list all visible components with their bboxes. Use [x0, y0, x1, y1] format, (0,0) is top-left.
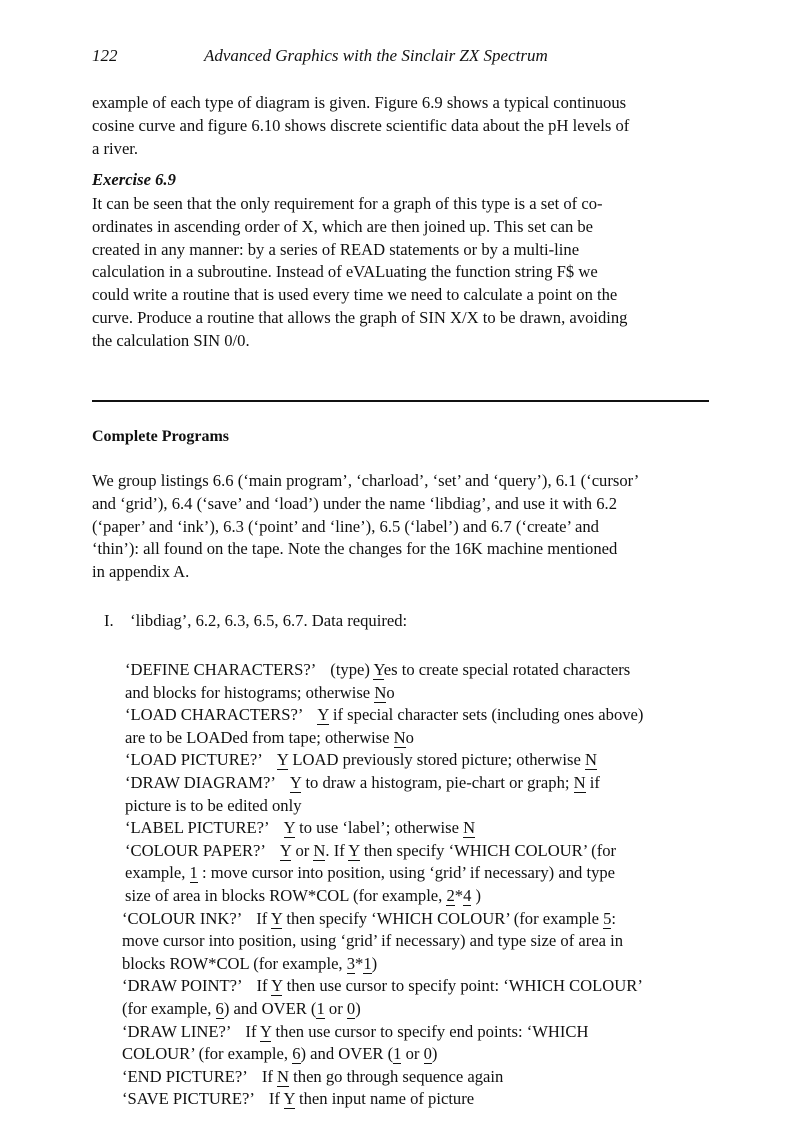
section-paragraph [92, 470, 712, 584]
list-line [122, 1088, 725, 1111]
section-title: Complete Programs [92, 428, 229, 445]
text-run: ) and OVER ( [223, 998, 317, 1018]
text-run: or [291, 840, 314, 860]
text-run: picture is to be edited only [125, 795, 302, 815]
underlined-key: 1 [316, 998, 325, 1018]
running-title: Advanced Graphics with the Sinclair ZX Spectrum [204, 46, 548, 65]
underlined-key: 0 [346, 998, 356, 1018]
text-line: calculation in a subroutine. Instead of eVALuating the function string F$ we [92, 262, 598, 282]
list-line [122, 930, 725, 953]
exercise-title: Exercise 6.9 [92, 170, 176, 189]
list-line [122, 908, 725, 931]
section-divider [92, 400, 709, 402]
text-run: ) [371, 953, 378, 973]
text-run: if special character sets (including ones above) [328, 705, 644, 725]
text-run: if [585, 772, 600, 792]
text-run: ‘LOAD CHARACTERS?’ [125, 705, 304, 725]
text-run: blocks ROW*COL (for example, [122, 953, 347, 973]
text-run: ) [471, 885, 482, 905]
text-run: (for example, [122, 998, 216, 1018]
list-heading [104, 611, 407, 631]
underlined-key: Y [317, 705, 329, 725]
list-line [122, 1021, 725, 1044]
intro-paragraph [92, 92, 712, 160]
text-run: size of area in blocks ROW*COL (for example, [125, 885, 447, 905]
text-run: LOAD previously stored picture; otherwise [288, 750, 585, 770]
text-run: If [245, 1021, 261, 1041]
list-line [122, 998, 725, 1021]
text-run: (type) [330, 660, 374, 679]
text-line: curve. Produce a routine that allows the graph of SIN X/X to be drawn, avoiding [92, 307, 628, 327]
text-run: If [261, 1066, 278, 1086]
text-run: ) [355, 998, 361, 1018]
underlined-key: Y [289, 772, 302, 792]
text-run: ‘SAVE PICTURE?’ [122, 1089, 255, 1109]
underlined-key: 1 [393, 1044, 402, 1064]
text-line: the calculation SIN 0/0. [92, 330, 250, 350]
text-run: ‘DRAW DIAGRAM?’ [125, 772, 276, 792]
text-run: If [256, 908, 271, 928]
underlined-key: Y [271, 976, 283, 996]
list-line [125, 659, 725, 682]
text-run: move cursor into position, using ‘grid’ if necessary) and type size of area in [122, 931, 624, 951]
list-line [122, 1066, 725, 1089]
underlined-key: 1 [363, 953, 372, 973]
underlined-key: 5 [603, 908, 612, 928]
text-run: ‘END PICTURE?’ [122, 1066, 248, 1086]
text-run: ) and OVER ( [300, 1044, 394, 1064]
text-run: then go through sequence again [289, 1066, 504, 1086]
text-run: ‘LOAD PICTURE?’ [125, 750, 263, 770]
text-run: example, [125, 863, 190, 883]
list-line [125, 840, 725, 863]
page-number: 122 [92, 46, 118, 65]
underlined-key: 3 [346, 953, 356, 973]
text-run: : move cursor into position, using ‘grid’ if necessary) and type [197, 863, 616, 883]
text-run: ‘DRAW LINE?’ [122, 1021, 232, 1041]
text-run: then specify ‘WHICH COLOUR’ (for example [282, 908, 604, 928]
text-line: a river. [92, 138, 139, 158]
text-run: * [355, 953, 364, 973]
underlined-key: 4 [463, 885, 472, 905]
underlined-key: Y [279, 840, 292, 860]
text-run: o [386, 682, 395, 702]
text-run: : [611, 908, 617, 928]
underlined-key: N [584, 750, 597, 770]
text-line: created in any manner: by a series of READ statements or by a multi-line [92, 239, 580, 259]
data-required-list [122, 659, 725, 1111]
text-run: and blocks for histograms; otherwise [125, 682, 375, 702]
underlined-key: N [277, 1066, 290, 1086]
text-run: then specify ‘WHICH COLOUR’ (for [359, 840, 617, 860]
text-line: cosine curve and figure 6.10 shows discrete scientific data about the pH levels of [92, 115, 630, 135]
underlined-key: 6 [292, 1044, 301, 1064]
text-run: ‘DRAW POINT?’ [122, 976, 243, 996]
text-line: could write a routine that is used every time we need to calculate a point on the [92, 285, 618, 305]
list-line [125, 749, 725, 772]
text-run: or [401, 1044, 424, 1064]
underlined-key: N [463, 818, 476, 838]
text-run: * [454, 885, 464, 905]
underlined-key: 2 [446, 885, 455, 905]
underlined-key: 1 [189, 863, 198, 883]
list-line [125, 704, 725, 727]
underlined-key: N [313, 840, 326, 860]
text-line: We group listings 6.6 (‘main program’, ‘charload’, ‘set’ and ‘query’), 6.1 (‘cursor’ [92, 471, 640, 490]
text-run: then use cursor to specify point: ‘WHICH COLOUR’ [282, 976, 643, 996]
text-line: It can be seen that the only requirement for a graph of this type is a set of co- [92, 194, 603, 213]
exercise-paragraph [92, 193, 712, 353]
text-run: then input name of picture [294, 1089, 475, 1109]
underlined-key: N [374, 682, 387, 702]
text-run: If [256, 976, 272, 996]
text-run: If [268, 1089, 284, 1109]
list-heading-text: ‘libdiag’, 6.2, 6.3, 6.5, 6.7. Data required: [130, 611, 408, 630]
underlined-key: Y [276, 750, 289, 770]
list-line [125, 885, 725, 908]
list-line [125, 682, 725, 705]
list-line [122, 1043, 725, 1066]
text-run: or [324, 998, 347, 1018]
text-run: ‘DEFINE CHARACTERS?’ [125, 660, 317, 679]
underlined-key: Y [348, 840, 360, 860]
text-line: ordinates in ascending order of X, which are then joined up. This set can be [92, 216, 594, 236]
list-line [122, 975, 725, 998]
underlined-key: Y [283, 1089, 295, 1109]
text-run: o [405, 727, 414, 747]
underlined-key: Y [270, 908, 283, 928]
text-line: example of each type of diagram is given. Figure 6.9 shows a typical continuous [92, 93, 627, 112]
text-line: in appendix A. [92, 562, 190, 582]
text-run: ‘LABEL PICTURE?’ [125, 818, 270, 838]
list-line [122, 953, 725, 976]
text-run: then use cursor to specify end points: ‘WHICH [271, 1021, 589, 1041]
underlined-key: Y [373, 660, 384, 679]
list-marker: I. [104, 611, 114, 630]
text-line: and ‘grid’), 6.4 (‘save’ and ‘load’) under the name ‘libdiag’, and use it with 6.2 [92, 493, 617, 513]
text-run: are to be LOADed from tape; otherwise [125, 727, 394, 747]
text-line: ‘thin’): all found on the tape. Note the changes for the 16K machine mentioned [92, 539, 618, 559]
text-run: ) [431, 1044, 438, 1064]
underlined-key: N [573, 772, 586, 792]
list-line [125, 772, 725, 795]
text-run: to use ‘label’; otherwise [294, 818, 464, 838]
list-line [125, 795, 725, 818]
list-line [125, 862, 725, 885]
list-line [125, 817, 725, 840]
underlined-key: 6 [215, 998, 224, 1018]
text-run: . If [325, 840, 349, 860]
list-line [125, 727, 725, 750]
underlined-key: Y [283, 818, 295, 838]
underlined-key: Y [260, 1021, 272, 1041]
text-run: ‘COLOUR INK?’ [122, 908, 243, 928]
text-run: COLOUR’ (for example, [122, 1044, 293, 1064]
text-run: es to create special rotated characters [383, 660, 631, 679]
text-run: to draw a histogram, pie-chart or graph; [301, 772, 574, 792]
underlined-key: 0 [423, 1044, 432, 1064]
text-run: ‘COLOUR PAPER?’ [125, 840, 266, 860]
underlined-key: N [393, 727, 406, 747]
text-line: (‘paper’ and ‘ink’), 6.3 (‘point’ and ‘line’), 6.5 (‘label’) and 6.7 (‘create’ and [92, 516, 599, 536]
